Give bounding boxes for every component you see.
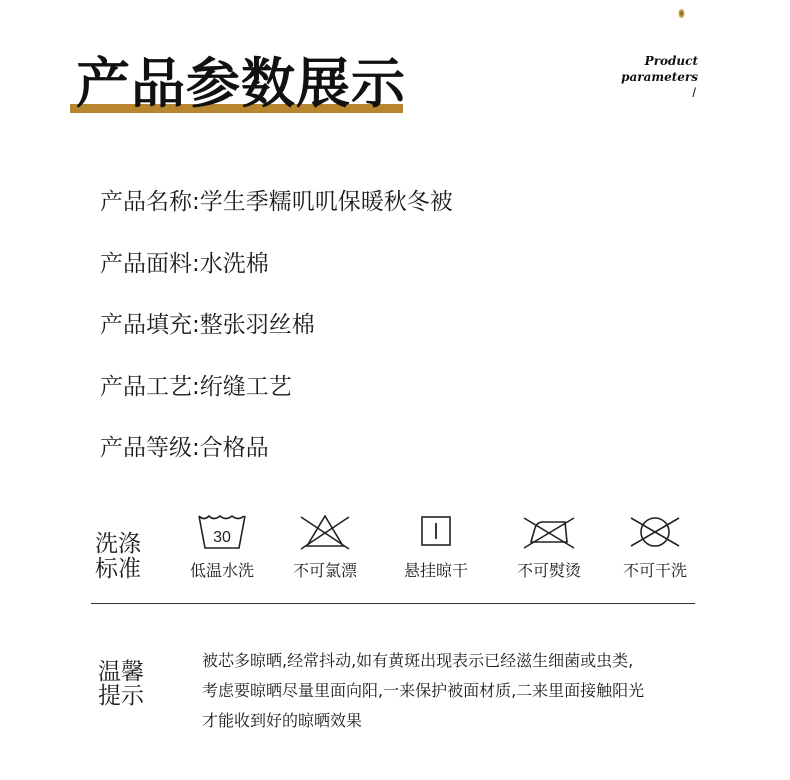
tips-heading-line2: 提示 bbox=[98, 683, 144, 709]
care-label: 不可氯漂 bbox=[292, 561, 357, 580]
care-item-iron bbox=[494, 512, 604, 581]
param-list bbox=[100, 182, 453, 490]
param-value: 水洗棉 bbox=[199, 250, 269, 277]
care-item-dry-clean bbox=[600, 512, 710, 581]
no-iron-icon bbox=[521, 512, 577, 552]
care-item-hang-dry bbox=[381, 512, 491, 581]
param-value: 学生季糯叽叽保暖秋冬被 bbox=[199, 189, 453, 215]
param-value: 整张羽丝棉 bbox=[199, 312, 315, 338]
care-heading bbox=[95, 532, 155, 582]
param-label: 产品名称: bbox=[100, 189, 200, 215]
care-item-wash bbox=[167, 512, 277, 581]
param-label: 产品工艺: bbox=[100, 373, 200, 400]
care-label: 不可熨烫 bbox=[516, 561, 581, 580]
tips-line: 才能收到好的晾晒效果 bbox=[202, 711, 363, 730]
no-dry-clean-icon bbox=[628, 512, 682, 552]
tips-body bbox=[202, 646, 707, 736]
param-value: 合格品 bbox=[199, 435, 269, 461]
hang-dry-icon bbox=[419, 512, 453, 552]
care-heading-line2: 标准 bbox=[95, 556, 141, 582]
param-row bbox=[100, 182, 453, 244]
param-value: 绗缝工艺 bbox=[199, 373, 292, 400]
no-bleach-icon bbox=[298, 512, 352, 552]
title-block bbox=[70, 52, 406, 116]
param-row bbox=[100, 367, 453, 429]
tips-line: 被芯多晾晒,经常抖动,如有黄斑出现表示已经滋生细菌或虫类, bbox=[202, 651, 634, 670]
subtitle-line1: Product bbox=[644, 54, 698, 68]
tips-heading-line1: 温馨 bbox=[98, 659, 144, 685]
tips-line: 考虑要晾晒尽量里面向阳,一来保护被面材质,二来里面接触阳光 bbox=[202, 681, 645, 700]
param-row bbox=[100, 428, 453, 490]
param-label: 产品填充: bbox=[100, 312, 200, 338]
subtitle-line2: parameters bbox=[621, 70, 698, 84]
low-temp-wash-icon bbox=[196, 512, 248, 552]
tips-heading bbox=[98, 660, 158, 708]
subtitle bbox=[621, 53, 698, 101]
section-divider bbox=[91, 603, 695, 604]
care-item-bleach bbox=[270, 512, 380, 581]
param-row bbox=[100, 305, 453, 367]
param-row bbox=[100, 244, 453, 306]
care-label: 不可干洗 bbox=[622, 561, 687, 580]
param-label: 产品等级: bbox=[100, 435, 200, 461]
care-label: 悬挂晾干 bbox=[403, 561, 468, 580]
param-label: 产品面料: bbox=[100, 250, 200, 277]
wash-temp-text: 30 bbox=[213, 529, 231, 546]
decor-dot-icon bbox=[678, 8, 685, 19]
care-label: 低温水洗 bbox=[189, 561, 254, 580]
care-heading-line1: 洗涤 bbox=[95, 531, 141, 557]
subtitle-slash: / bbox=[692, 85, 696, 100]
page-title: 产品参数展示 bbox=[76, 52, 406, 115]
